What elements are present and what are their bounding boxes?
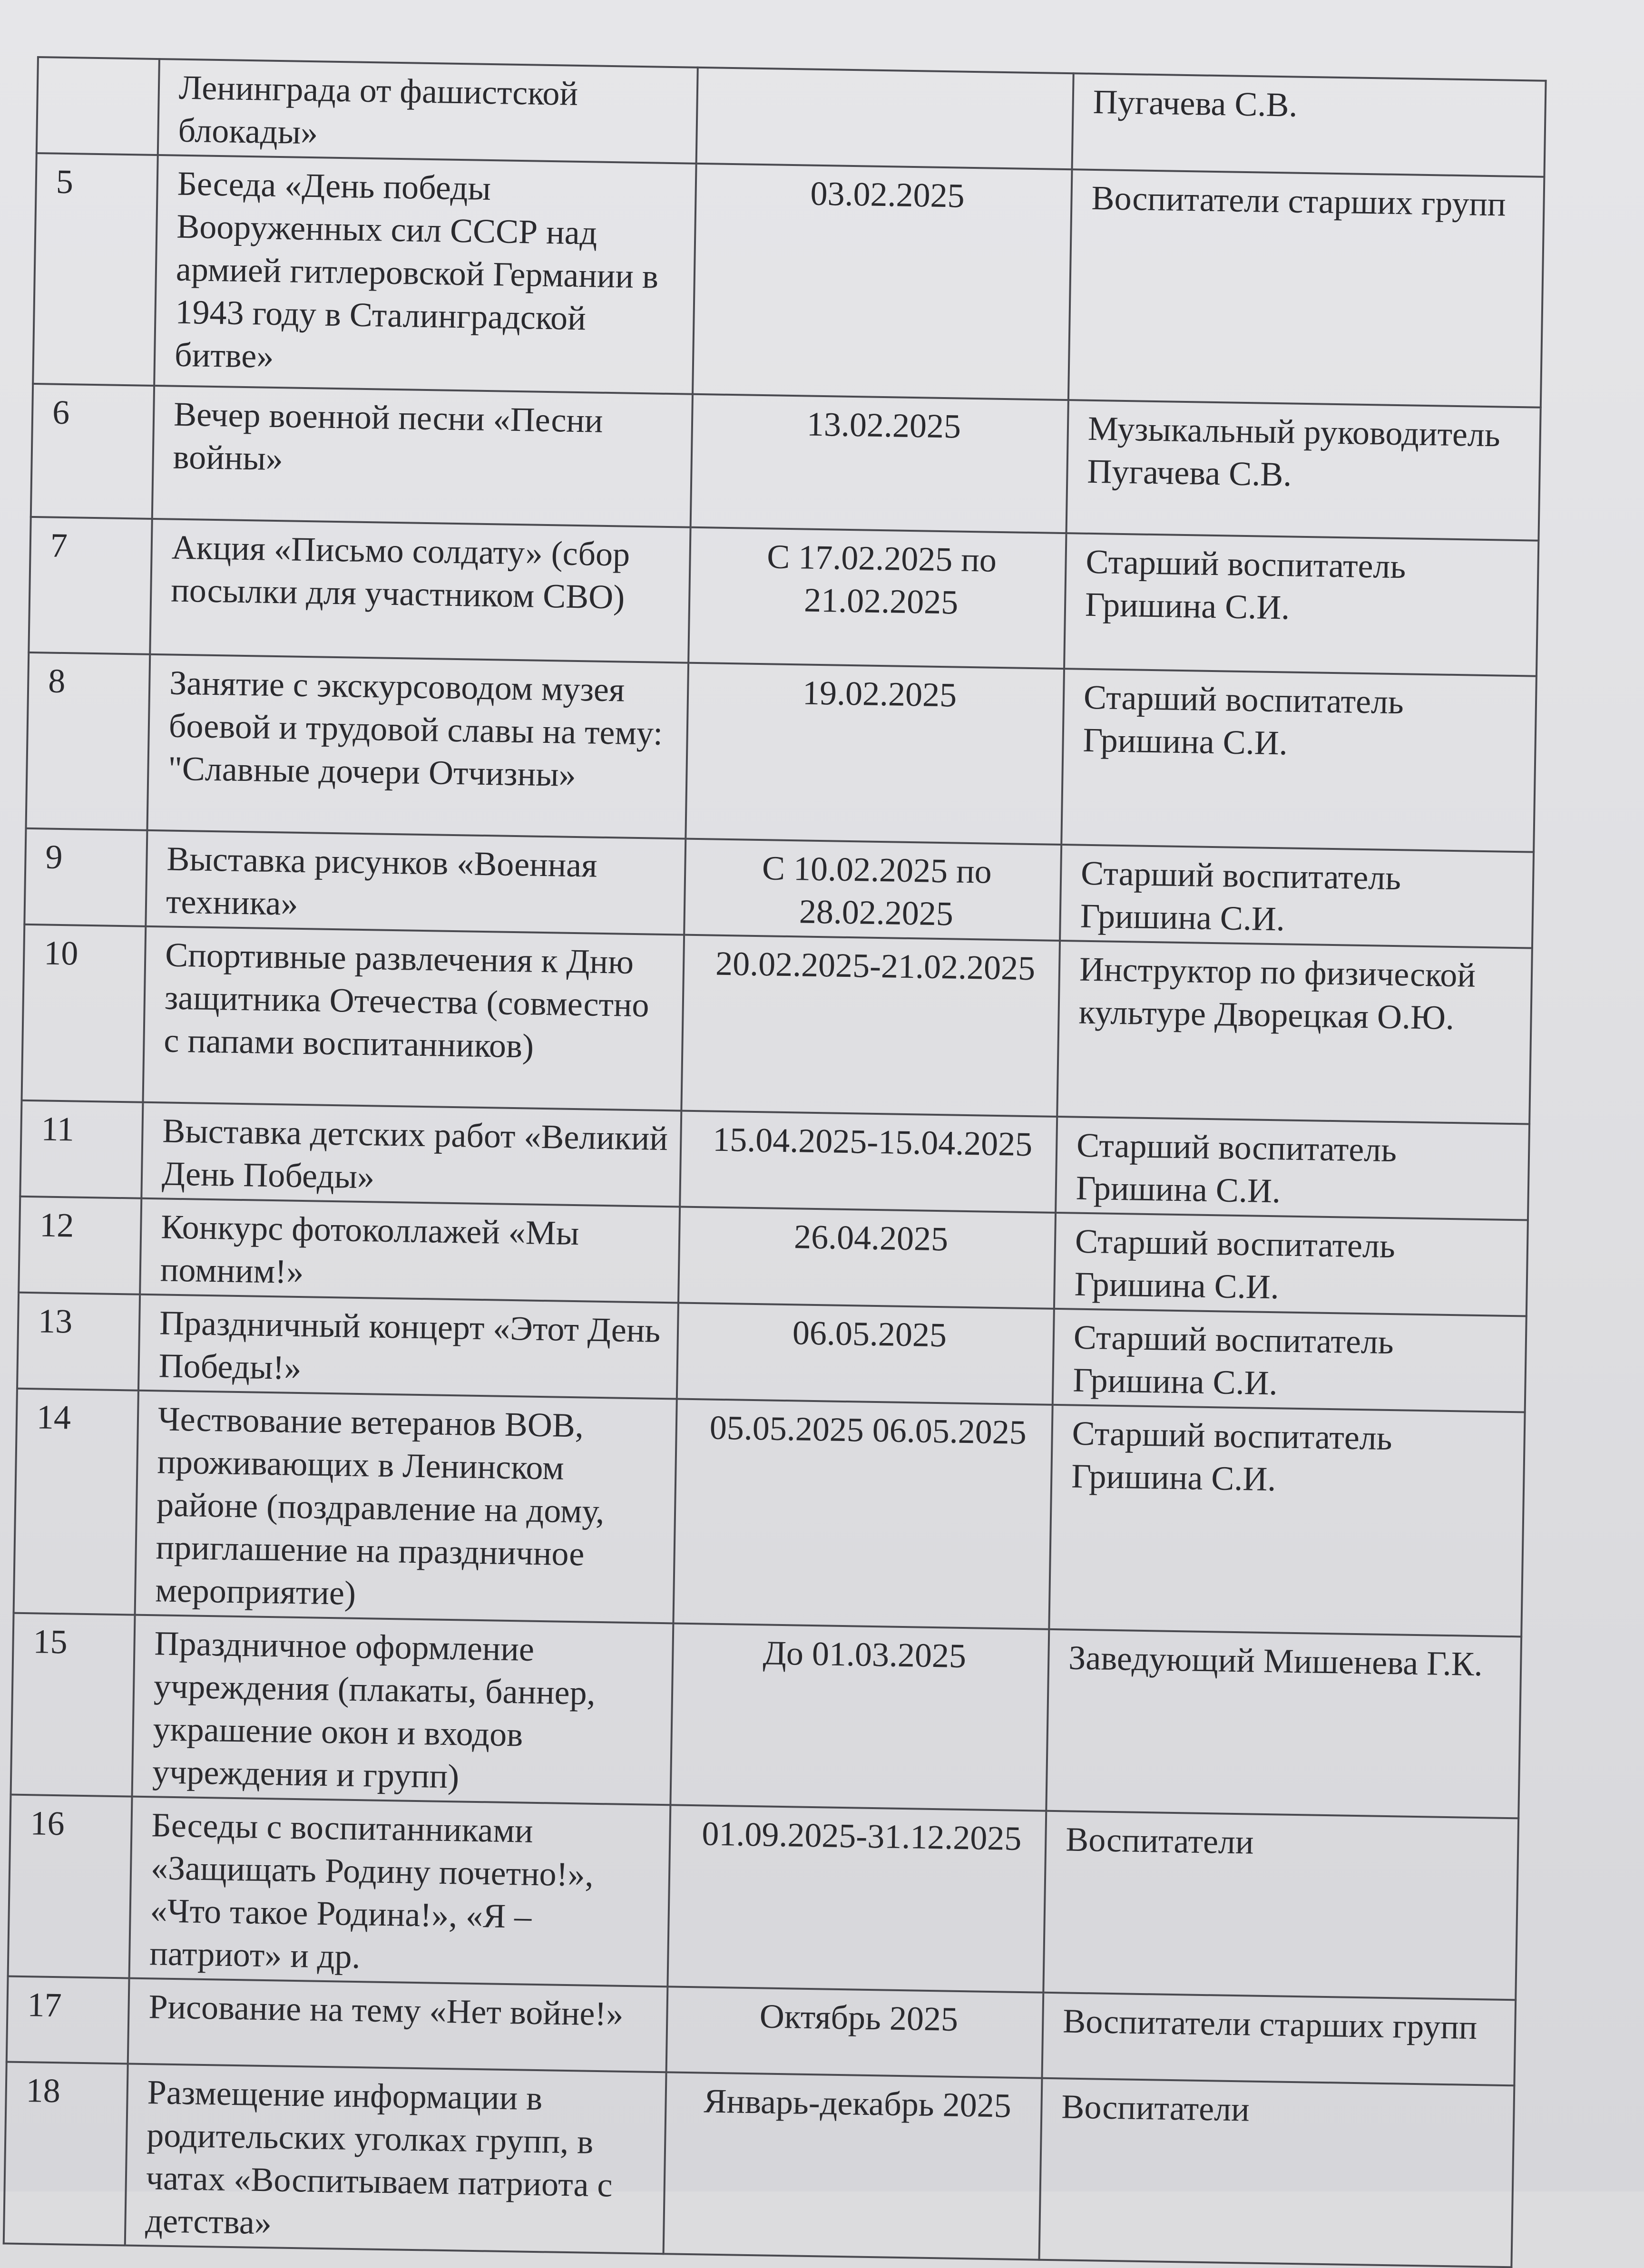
responsible-person: Воспитатели <box>1043 1811 1518 2000</box>
table-row <box>22 925 1532 1124</box>
row-number: 8 <box>26 652 150 830</box>
table-row <box>11 1613 1522 1819</box>
responsible-person: Воспитатели старших групп <box>1042 1993 1516 2086</box>
event-name: Праздничное оформление учреждения (плакаты, баннер, украшение окон и входов учреждения и групп) <box>132 1615 674 1805</box>
table-row <box>29 517 1538 676</box>
event-date: 26.04.2025 <box>678 1207 1056 1309</box>
responsible-person: Пугачева С.В. <box>1072 73 1546 177</box>
responsible-person: Старший воспитатель Гришина С.И. <box>1061 669 1536 852</box>
event-date: 01.09.2025-31.12.2025 <box>667 1805 1046 1992</box>
event-date: До 01.03.2025 <box>670 1623 1049 1811</box>
event-date: С 17.02.2025 по 21.02.2025 <box>688 527 1066 669</box>
event-date: С 10.02.2025 по 28.02.2025 <box>684 839 1061 941</box>
responsible-person: Старший воспитатель Гришина С.И. <box>1060 845 1534 948</box>
event-date: 05.05.2025 06.05.2025 <box>673 1399 1052 1629</box>
event-date: Январь-декабрь 2025 <box>664 2072 1042 2259</box>
row-number: 9 <box>24 828 147 926</box>
event-name: Рисование на тему «Нет войне!» <box>128 1978 668 2073</box>
table-row <box>33 153 1544 408</box>
event-date: 19.02.2025 <box>685 663 1064 845</box>
row-number: 17 <box>7 1976 129 2064</box>
row-number: 12 <box>19 1197 141 1295</box>
event-name: Размещение информации в родительских уголках групп, в чатах «Воспитываем патриота с детства» <box>125 2064 666 2254</box>
event-name: Акция «Письмо солдату» (сбор посылки для участником СВО) <box>150 519 690 663</box>
row-number: 16 <box>8 1795 132 1978</box>
responsible-person: Воспитатели <box>1039 2078 1514 2268</box>
table-row <box>26 652 1536 852</box>
responsible-person: Воспитатели старших групп <box>1068 169 1544 408</box>
event-name: Занятие с экскурсоводом музея боевой и трудовой славы на тему: "Славные дочери Отчизны» <box>147 654 688 839</box>
table-row <box>31 384 1541 541</box>
row-number: 11 <box>20 1100 143 1198</box>
table-row <box>8 1795 1519 2000</box>
event-date: 03.02.2025 <box>693 164 1072 400</box>
event-date: Октябрь 2025 <box>666 1986 1044 2078</box>
row-number <box>37 57 159 155</box>
responsible-person: Заведующий Мишенева Г.К. <box>1046 1629 1521 1819</box>
row-number: 14 <box>14 1389 138 1615</box>
event-name: Спортивные развлечения к Дню защитника Отечества (совместно с папами воспитанников) <box>143 926 684 1111</box>
event-date: 13.02.2025 <box>691 394 1068 533</box>
event-name: Выставка детских работ «Великий День Победы» <box>141 1102 681 1207</box>
events-plan-table <box>3 56 1547 2268</box>
event-name: Ленинграда от фашистской блокады» <box>158 59 698 164</box>
table-row <box>14 1389 1525 1637</box>
table-row <box>4 2062 1515 2268</box>
row-number: 7 <box>29 517 152 654</box>
row-number: 6 <box>31 384 154 519</box>
responsible-person: Старший воспитатель Гришина С.И. <box>1049 1405 1525 1637</box>
event-name: Выставка рисунков «Военная техника» <box>146 830 685 935</box>
event-name: Конкурс фотоколлажей «Мы помним!» <box>140 1198 680 1303</box>
event-name: Праздничный концерт «Этот День Победы!» <box>138 1295 678 1399</box>
responsible-person: Музыкальный руководитель Пугачева С.В. <box>1067 400 1541 541</box>
row-number: 18 <box>4 2062 128 2246</box>
row-number: 15 <box>11 1613 135 1797</box>
event-name: Вечер военной песни «Песни войны» <box>152 386 693 527</box>
event-date: 06.05.2025 <box>677 1303 1054 1404</box>
event-name: Беседа «День победы Вооруженных сил СССР над армией гитлеровской Германии в 1943 году в Сталинградской битве» <box>154 155 696 394</box>
row-number: 13 <box>17 1293 140 1391</box>
responsible-person: Старший воспитатель Гришина С.И. <box>1054 1213 1528 1316</box>
event-date: 15.04.2025-15.04.2025 <box>680 1111 1057 1213</box>
event-date <box>696 68 1074 169</box>
responsible-person: Инструктор по физической культуре Дворецкая О.Ю. <box>1057 941 1532 1124</box>
responsible-person: Старший воспитатель Гришина С.И. <box>1064 533 1538 676</box>
row-number: 10 <box>22 925 146 1102</box>
row-number: 5 <box>33 153 158 386</box>
event-name: Чествование ветеранов ВОВ, проживающих в Ленинском районе (поздравление на дому, приглашение на праздничное мероприятие) <box>135 1391 677 1624</box>
responsible-person: Старший воспитатель Гришина С.И. <box>1053 1309 1527 1412</box>
event-name: Беседы с воспитанниками «Защищать Родину почетно!», «Что такое Родина!», «Я – патриот» и др. <box>129 1797 671 1987</box>
event-date: 20.02.2025-21.02.2025 <box>681 935 1060 1117</box>
responsible-person: Старший воспитатель Гришина С.И. <box>1056 1117 1529 1220</box>
